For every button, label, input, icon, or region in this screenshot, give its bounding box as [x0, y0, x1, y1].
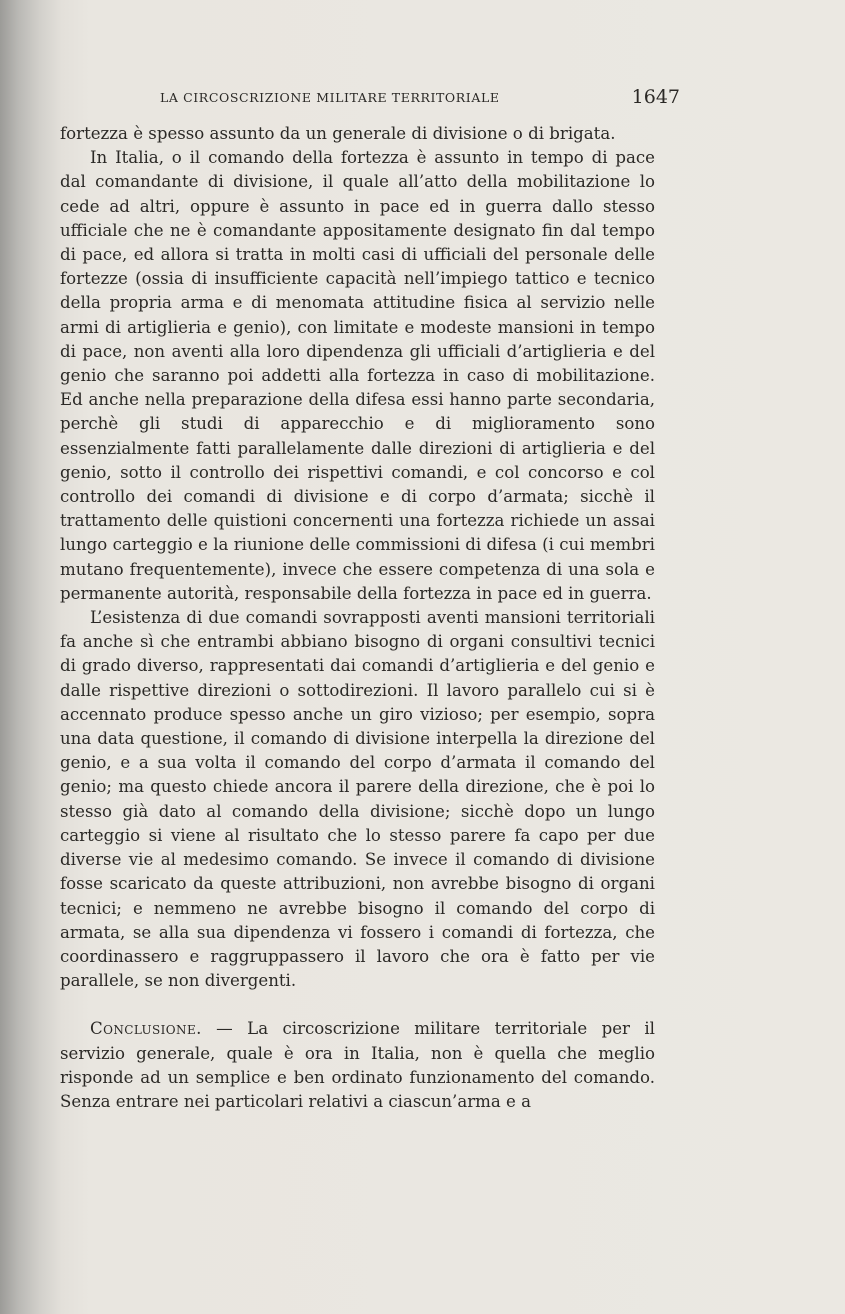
page-number: 1647 [631, 86, 680, 108]
paragraph-conclusion [60, 1017, 655, 1114]
body-text [60, 122, 655, 1114]
conclusion-heading: Conclusione. [90, 1019, 202, 1039]
running-title: LA CIRCOSCRIZIONE MILITARE TERRITORIALE [160, 90, 500, 105]
conclusion-separator: — [201, 1019, 248, 1039]
paragraph-fortress-command: In Italia, o il comando della fortezza è assunto in tempo di pace dal comandante di divisione, il quale all’atto della mobilitazione lo cede ad altri, oppure è assunto in pace ed in guerra dallo stesso ufficiale che ne è comandante appositamente designato fin dal tempo di pace, ed allora si tratta in molti casi di ufficiali del personale delle fortezze (ossia di insufficiente capacità nell’impiego tattico e tecnico della propria arma e di menomata attitudine fisica al servizio nelle armi di artiglieria e genio), con limitate e modeste mansioni in tempo di pace, non aventi alla loro dipendenza gli ufficiali d’artiglieria e del genio che saranno poi addetti alla fortezza in caso di mobilitazione. Ed anche nella preparazione della difesa essi hanno parte secondaria, perchè gli studi di apparecchio e di miglioramento sono essenzialmente fatti parallelamente dalle direzioni di artiglieria e del genio, sotto il controllo dei rispettivi comandi, e col concorso e col controllo dei comandi di divisione e di corpo d’armata; sicchè il trattamento delle quistioni concernenti una fortezza richiede un assai lungo carteggio e la riunione delle commissioni di difesa (i cui membri mutano frequentemente), invece che essere competenza di una sola e permanente autorità, responsabile della fortezza in pace ed in guerra. [60, 148, 655, 603]
paragraph-continuation: fortezza è spesso assunto da un generale di divisione o di brigata. [60, 124, 616, 143]
conclusion-text: La circoscrizione militare territoriale per il servizio generale, quale è ora in Italia, non è quella che meglio risponde ad un semplice e ben ordinato funzionamento del comando. Senza entrare nei particolari relativi a ciascun’arma e a [60, 1019, 655, 1111]
paragraph-two-commands: L’esistenza di due comandi sovrapposti aventi mansioni territoriali fa anche sì che entrambi abbiano bisogno di organi consultivi tecnici di grado diverso, rappresentati dai comandi d’artiglieria e del genio e dalle rispettive direzioni o sottodirezioni. Il lavoro parallelo cui si è accennato produce spesso anche un giro vizioso; per esempio, sopra una data questione, il comando di divisione interpella la direzione del genio, e a sua volta il comando del corpo d’armata il comando del genio; ma questo chiede ancora il parere della direzione, che è poi lo stesso già dato al comando della divisione; sicchè dopo un lungo carteggio si viene al risultato che lo stesso parere fa capo per due diverse vie al medesimo comando. Se invece il comando di divisione fosse scaricato da queste attribuzioni, non avrebbe bisogno di organi tecnici; e nemmeno ne avrebbe bisogno il comando del corpo di armata, se alla sua dipendenza vi fossero i comandi di fortezza, che coordinassero e raggruppassero il lavoro che ora è fatto per vie parallele, se non divergenti. [60, 608, 655, 991]
running-head [160, 86, 680, 112]
